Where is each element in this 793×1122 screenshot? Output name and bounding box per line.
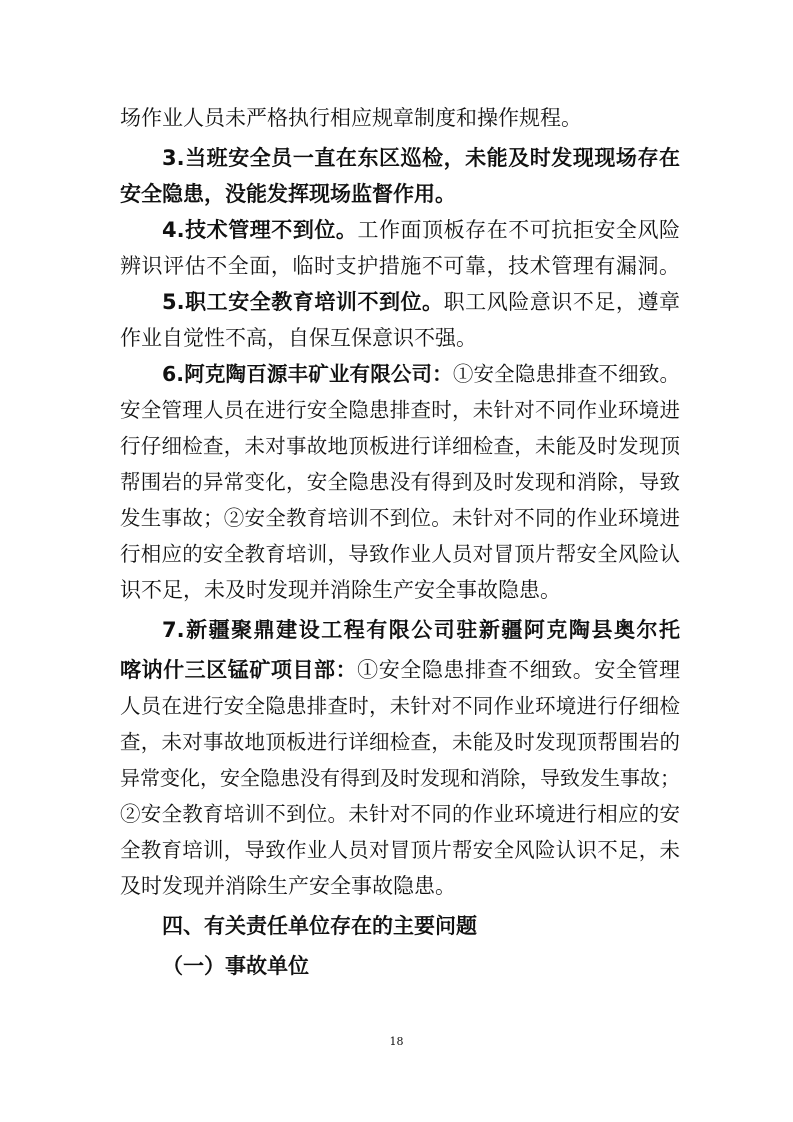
body-text: 安全管理人员在进行安全隐患排查时，未针对不同作业环境进	[120, 398, 680, 422]
bold-heading-text: 5.职工安全教育培训不到位。	[162, 290, 444, 314]
bold-heading-text: 喀讷什三区锰矿项目部：	[120, 658, 358, 682]
body-text: ①安全隐患排查不细致。安全管理	[357, 658, 681, 682]
body-text: ①安全隐患排查不细致。	[452, 362, 680, 386]
paragraph-line	[162, 612, 680, 648]
paragraph-line	[120, 464, 680, 500]
body-text: 职工风险意识不足，遵章	[443, 290, 681, 314]
page-number: 18	[389, 1035, 404, 1048]
section-heading-text: 四、有关责任单位存在的主要问题	[162, 914, 477, 938]
paragraph-line	[120, 248, 680, 284]
body-text: 场作业人员未严格执行相应规章制度和操作规程。	[120, 106, 582, 130]
paragraph-line	[120, 176, 680, 212]
bold-heading-text: 6.阿克陶百源丰矿业有限公司：	[162, 362, 453, 386]
body-text: 全教育培训，导致作业人员对冒顶片帮安全风险认识不足，未	[120, 838, 680, 862]
paragraph-line	[120, 536, 680, 572]
body-text: 人员在进行安全隐患排查时，未针对不同作业环境进行仔细检	[120, 694, 680, 718]
body-text: 查，未对事故地顶板进行详细检查，未能及时发现顶帮围岩的	[120, 730, 680, 754]
section-heading	[162, 908, 680, 944]
paragraph-line	[120, 868, 680, 904]
body-text: 异常变化，安全隐患没有得到及时发现和消除，导致发生事故；	[120, 766, 680, 790]
paragraph-line	[120, 428, 680, 464]
paragraph-line	[120, 500, 680, 536]
paragraph-line	[120, 100, 680, 136]
paragraph-line	[162, 140, 680, 176]
body-text: ②安全教育培训不到位。未针对不同的作业环境进行相应的安	[120, 802, 680, 826]
paragraph-line	[120, 392, 680, 428]
bold-heading-text: 3.当班安全员一直在东区巡检，未能及时发现现场存在	[162, 146, 680, 170]
bold-heading-text: 7.新疆聚鼎建设工程有限公司驻新疆阿克陶县奥尔托	[162, 618, 680, 642]
body-text: 发生事故；②安全教育培训不到位。未针对不同的作业环境进	[120, 506, 680, 530]
paragraph-line	[120, 572, 680, 608]
paragraph-line	[120, 320, 680, 356]
bold-heading-text: 4.技术管理不到位。	[162, 218, 358, 242]
subsection-heading	[162, 948, 680, 984]
body-text: 帮围岩的异常变化，安全隐患没有得到及时发现和消除，导致	[120, 470, 680, 494]
paragraph-line	[120, 832, 680, 868]
body-text: 辨识评估不全面，临时支护措施不可靠，技术管理有漏洞。	[120, 254, 680, 278]
paragraph-line	[120, 760, 680, 796]
body-text: 行仔细检查，未对事故地顶板进行详细检查，未能及时发现顶	[120, 434, 680, 458]
body-text: 及时发现并消除生产安全事故隐患。	[120, 874, 456, 898]
paragraph-line	[162, 212, 680, 248]
paragraph-line	[120, 724, 680, 760]
body-text: 作业自觉性不高，自保互保意识不强。	[120, 326, 477, 350]
paragraph-line	[120, 688, 680, 724]
bold-heading-text: 安全隐患，没能发挥现场监督作用。	[120, 182, 456, 206]
paragraph-line	[120, 796, 680, 832]
body-text: 识不足，未及时发现并消除生产安全事故隐患。	[120, 578, 561, 602]
subsection-heading-text: （一）事故单位	[162, 954, 309, 978]
paragraph-line	[162, 356, 680, 392]
body-text: 工作面顶板存在不可抗拒安全风险	[357, 218, 681, 242]
paragraph-line	[162, 284, 680, 320]
body-text: 行相应的安全教育培训，导致作业人员对冒顶片帮安全风险认	[120, 542, 680, 566]
paragraph-line	[120, 652, 680, 688]
